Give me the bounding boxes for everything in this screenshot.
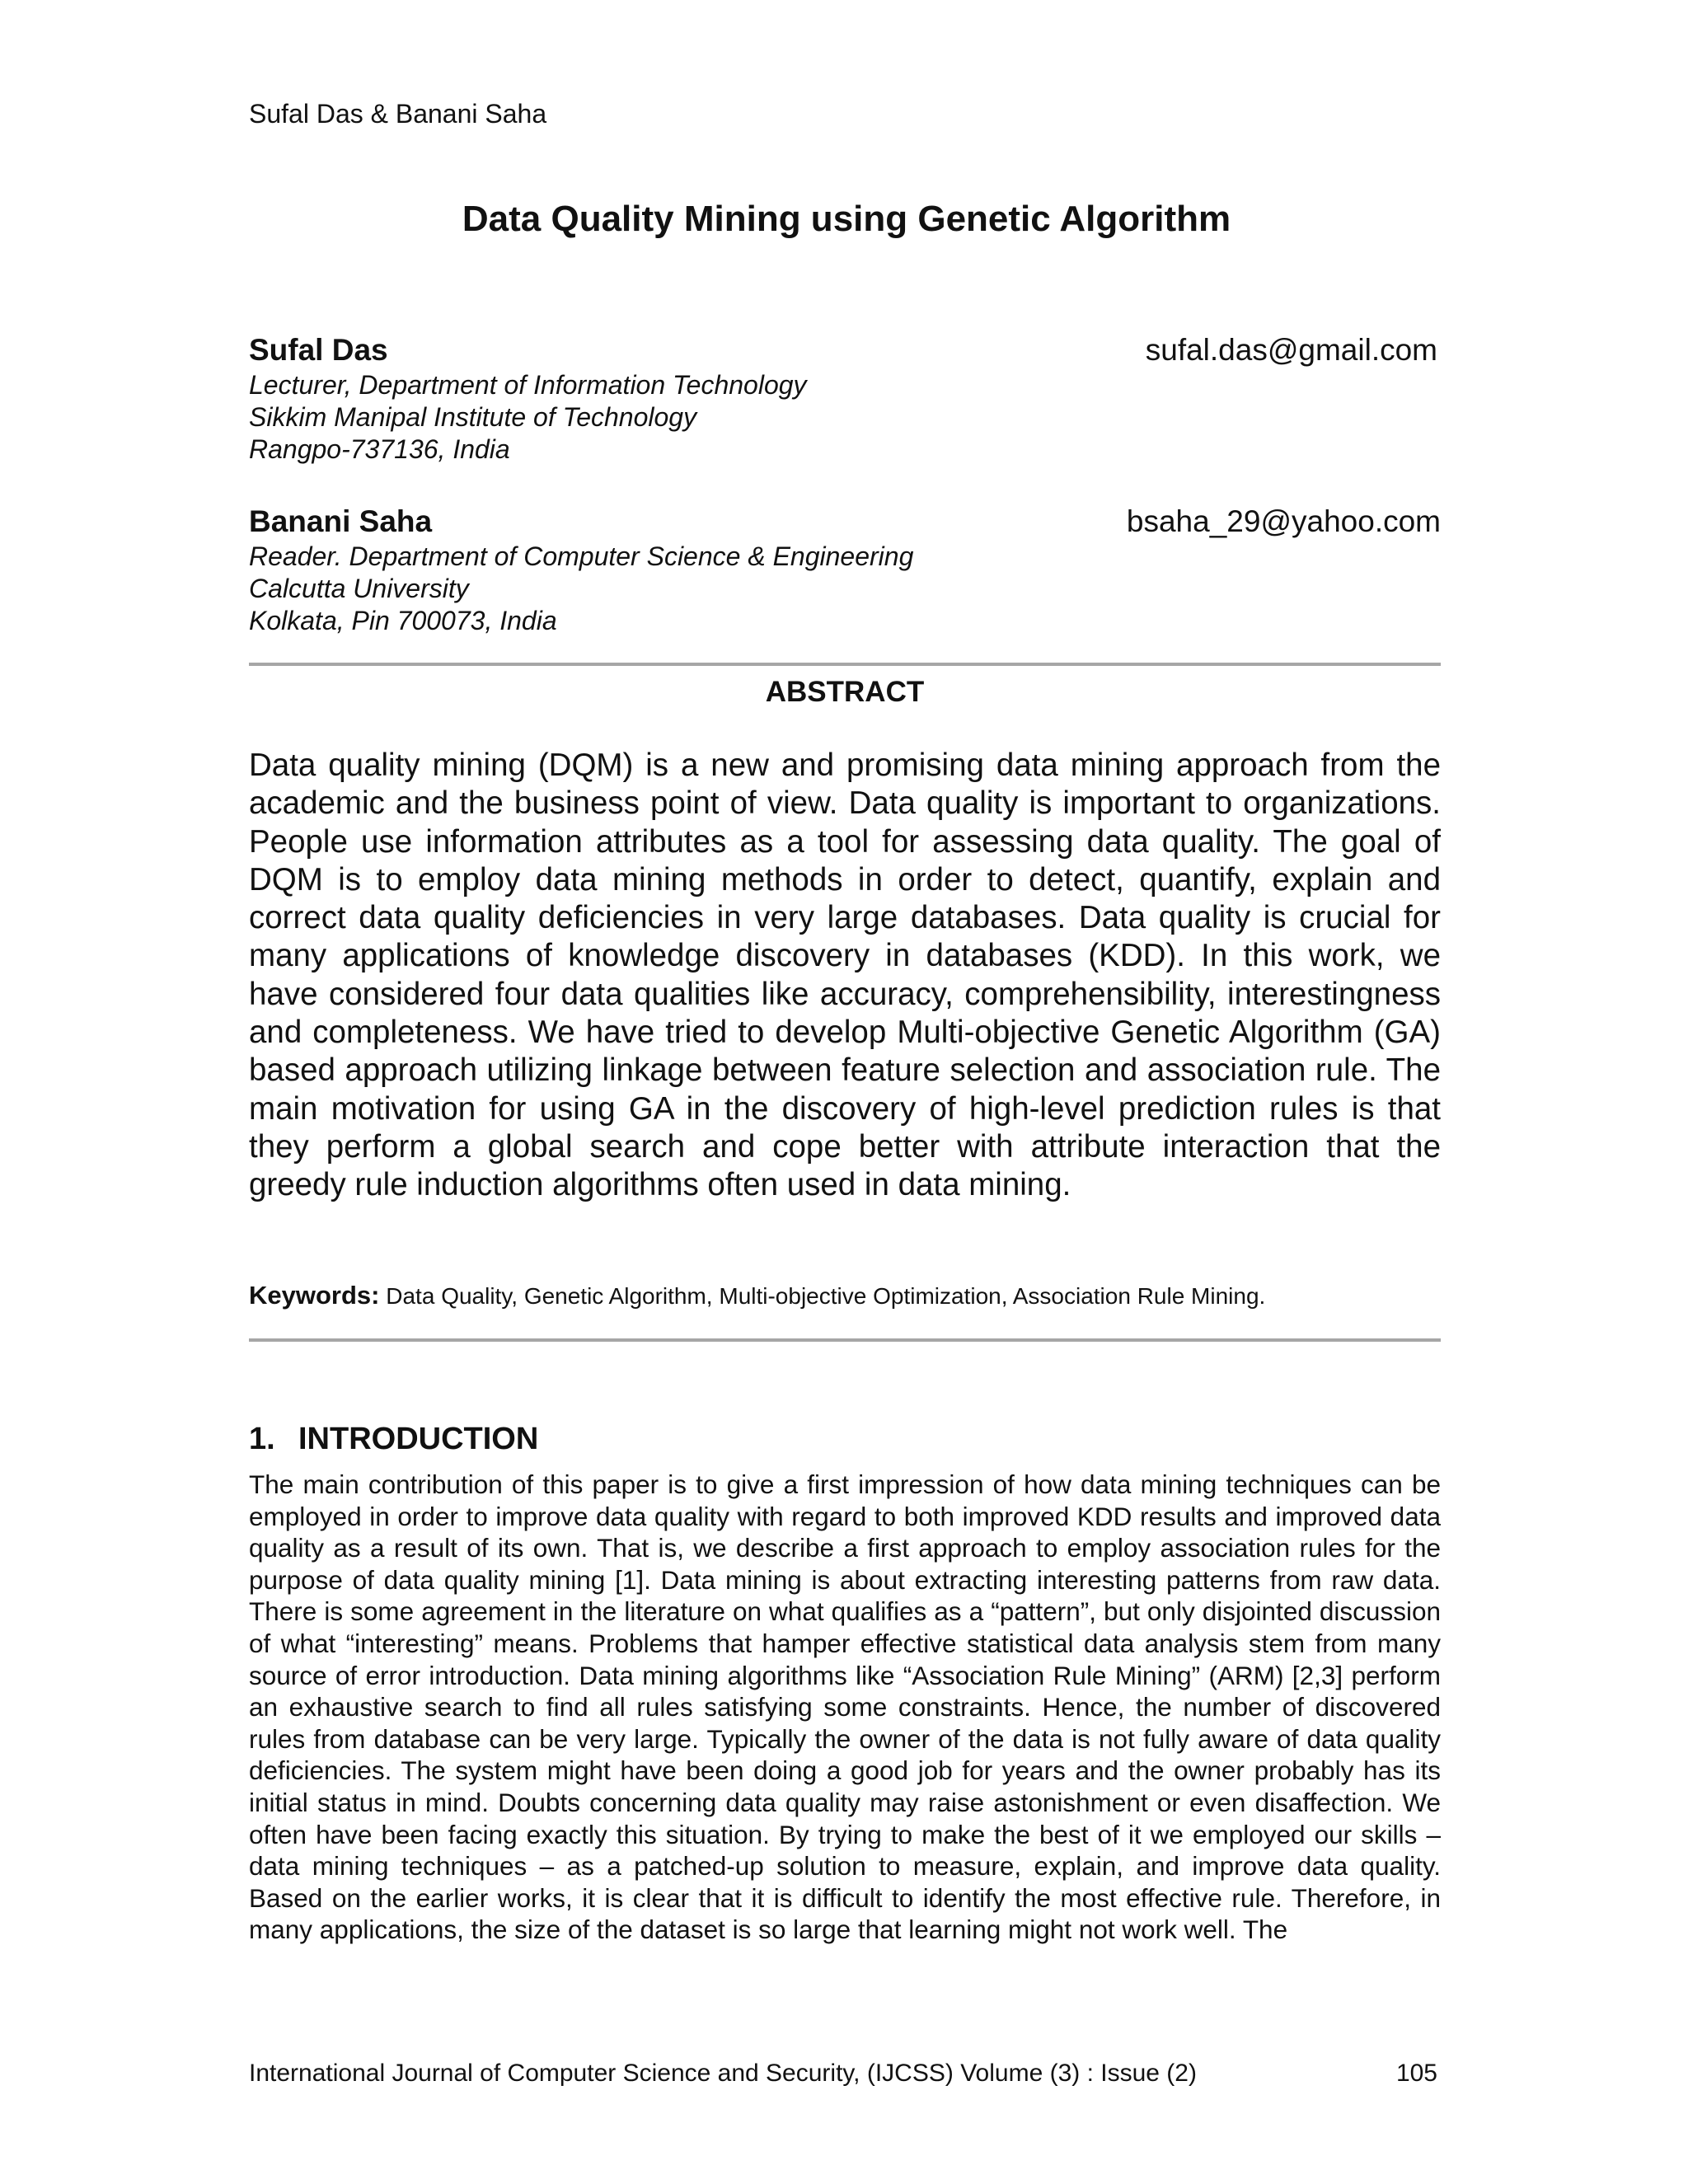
page-footer [249, 2057, 1441, 2090]
author-email: bsaha_29@yahoo.com [1126, 504, 1441, 538]
author-affiliation-line: Calcutta University [249, 574, 469, 603]
author-row [249, 503, 1441, 541]
footer-journal: International Journal of Computer Science and Security, (IJCSS) Volume (3) : Issue (2) [249, 2060, 1197, 2087]
author-email: sufal.das@gmail.com [1145, 333, 1437, 367]
section-title: INTRODUCTION [298, 1422, 539, 1456]
abstract-text: Data quality mining (DQM) is a new and promising data mining approach from the academic and the business point of view. Data quality is important to organizations. People use information attributes as a tool for assessing data quality. The goal of DQM is to employ data mining methods in order to detect, quantify, explain and correct data quality deficiencies in very large databases. Data quality is crucial for many applications of knowledge discovery in databases (KDD). In this work, we have considered four data qualities like accuracy, comprehensibility, interestingness and completeness. We have tried to develop Multi-objective Genetic Algorithm (GA) based approach utilizing linkage between feature selection and association rule. The main motivation for using GA in the discovery of high-level prediction rules is that they perform a global search and cope better with attribute interaction that the greedy rule induction algorithms often used in data mining. [249, 748, 1441, 1203]
author-block-2 [249, 503, 1441, 637]
running-head: Sufal Das & Banani Saha [249, 99, 547, 129]
section-heading [249, 1419, 538, 1459]
page-number: 105 [1395, 2060, 1437, 2087]
keywords-label: Keywords: [249, 1281, 380, 1310]
keywords-line [249, 1279, 1441, 1313]
section-number: 1. [249, 1422, 275, 1456]
introduction-text: The main contribution of this paper is to give a first impression of how data mining techniques can be employed in order to improve data quality with regard to both improved KDD results and improved data quality as a result of its own. That is, we describe a first approach to employ association rules for the purpose of data quality mining [1]. Data mining is about extracting interesting patterns from raw data. There is some agreement in the literature on what qualifies as a “pattern”, but only disjointed discussion of what “interesting” means. Problems that hamper effective statistical data analysis stem from many source of error introduction. Data mining algorithms like “Association Rule Mining” (ARM) [2,3] perform an exhaustive search to find all rules satisfying some constraints. Hence, the number of discovered rules from database can be very large. Typically the owner of the data is not fully aware of data quality deficiencies. The system might have been doing a good job for years and the owner probably has its initial status in mind. Doubts concerning data quality may raise astonishment or even disaffection. We often have been facing exactly this situation. By trying to make the best of it we employed our skills – data mining techniques – as a patched-up solution to measure, explain, and improve data quality. Based on the earlier works, it is clear that it is difficult to identify the most effective rule. Therefore, in many applications, the size of the dataset is so large that learning might not work well. The [249, 1469, 1441, 1945]
paper-title: Data Quality Mining using Genetic Algorithm [462, 199, 1231, 239]
author-affiliation-line: Kolkata, Pin 700073, India [249, 606, 557, 635]
author-affiliation-line: Reader. Department of Computer Science & Engineering [249, 541, 914, 571]
author-affiliation-line: Lecturer, Department of Information Technology [249, 370, 807, 400]
author-name: Sufal Das [249, 333, 388, 367]
author-affiliation-line: Sikkim Manipal Institute of Technology [249, 402, 697, 432]
horizontal-rule-top [249, 663, 1441, 666]
keywords-text: Data Quality, Genetic Algorithm, Multi-objective Optimization, Association Rule Mining. [386, 1283, 1266, 1309]
author-name: Banani Saha [249, 504, 433, 538]
abstract-heading: ABSTRACT [765, 676, 925, 708]
horizontal-rule-bottom [249, 1338, 1441, 1342]
author-affiliation-line: Rangpo-737136, India [249, 434, 510, 464]
author-block-1 [249, 331, 1441, 466]
author-row [249, 331, 1441, 369]
